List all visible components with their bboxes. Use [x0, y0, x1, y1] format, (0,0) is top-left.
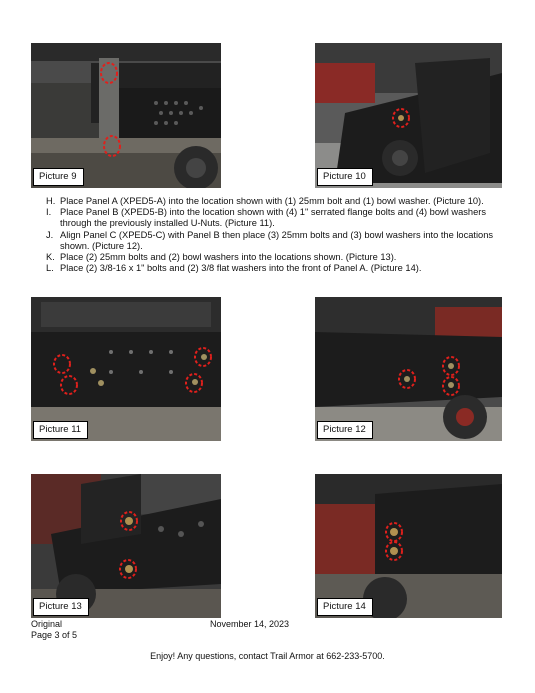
step-text: Place (2) 3/8-16 x 1" bolts and (2) 3/8 flat washers into the front of Panel A. (Picture 14). — [60, 263, 422, 274]
picture-caption: Picture 12 — [317, 421, 373, 439]
photo-image — [315, 43, 502, 188]
instruction-item — [46, 263, 516, 274]
picture-caption: Picture 13 — [33, 598, 89, 616]
step-marker: I. — [46, 207, 52, 218]
step-text: Place Panel B (XPED5-B) into the location shown with (4) 1" serrated flange bolts and (4) bowl washers through the previously installed U-Nuts. (Picture 11). — [60, 207, 487, 229]
footer-contact: Enjoy! Any questions, contact Trail Armor at 662-233-5700. — [150, 651, 385, 661]
instruction-item — [46, 230, 516, 252]
step-text: Place Panel A (XPED5-A) into the location shown with (1) 25mm bolt and (1) bowl washer. (Picture 10). — [60, 196, 484, 206]
photo-image — [315, 297, 502, 441]
footer-original: Original — [31, 619, 63, 629]
picture-caption: Picture 11 — [33, 421, 88, 439]
photo-picture-12 — [315, 297, 502, 441]
picture-caption: Picture 10 — [317, 168, 373, 186]
photo-image — [31, 297, 221, 441]
instruction-list — [46, 196, 516, 274]
photo-image — [315, 474, 502, 618]
step-marker: L. — [46, 263, 54, 274]
photo-picture-10 — [315, 43, 502, 188]
footer-date: November 14, 2023 — [210, 619, 290, 629]
photo-picture-9 — [31, 43, 221, 188]
photo-picture-14 — [315, 474, 502, 618]
footer-revision — [31, 619, 77, 641]
photo-image — [31, 474, 221, 618]
instruction-item — [46, 196, 516, 207]
step-text: Place (2) 25mm bolts and (2) bowl washers into the locations shown. (Picture 13). — [60, 252, 397, 263]
picture-caption: Picture 9 — [33, 168, 84, 186]
instruction-item — [46, 207, 516, 229]
footer-page-number: Page 3 of 5 — [31, 630, 78, 640]
photo-picture-13 — [31, 474, 221, 618]
step-text: Align Panel C (XPED5-C) with Panel B then place (3) 25mm bolts and (3) bowl washers into the locations shown. (Picture 12). — [60, 229, 494, 251]
photo-image — [31, 43, 221, 188]
picture-caption: Picture 14 — [317, 598, 373, 616]
photo-picture-11 — [31, 297, 221, 441]
step-marker: J. — [46, 229, 54, 240]
step-marker: K. — [46, 252, 55, 263]
step-marker: H. — [46, 196, 56, 206]
instruction-item — [46, 252, 516, 263]
